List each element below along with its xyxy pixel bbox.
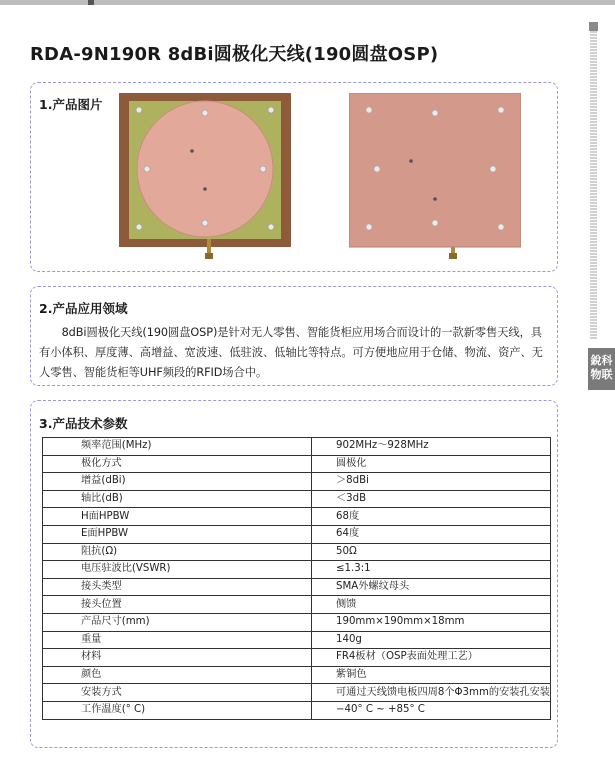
spec-key: 接头位置 [43, 596, 312, 614]
section-images-heading: 1.产品图片 [39, 97, 103, 112]
section-specs [30, 400, 558, 748]
section-application-heading: 2.产品应用领域 [39, 301, 128, 316]
top-bar-accent [88, 0, 94, 5]
spec-row [43, 543, 551, 561]
spec-key: 安装方式 [43, 684, 312, 702]
section-product-images [30, 82, 558, 272]
spec-key: 产品尺寸(mm) [43, 613, 312, 631]
spec-value: FR4板材（OSP表面处理工艺） [311, 649, 550, 667]
antenna-front-photo [119, 93, 291, 265]
section-specs-heading: 3.产品技术参数 [39, 416, 128, 431]
brand-line-1: 銳科 [590, 354, 613, 367]
side-decor-bar [590, 22, 597, 340]
spec-value: 圆极化 [311, 455, 550, 473]
spec-key: H面HPBW [43, 508, 312, 526]
spec-row [43, 701, 551, 719]
spec-key: 接头类型 [43, 578, 312, 596]
page-title: RDA-9N190R 8dBi圆极化天线(190圆盘OSP) [30, 44, 439, 65]
spec-key: 重量 [43, 631, 312, 649]
spec-value: 190mm×190mm×18mm [311, 613, 550, 631]
spec-value: 68度 [311, 508, 550, 526]
spec-value: 紫铜色 [311, 666, 550, 684]
spec-key: E面HPBW [43, 525, 312, 543]
spec-row [43, 684, 551, 702]
spec-key: 工作温度(° C) [43, 701, 312, 719]
spec-value: −40° C ~ +85° C [311, 701, 550, 719]
spec-value: SMA外螺纹母头 [311, 578, 550, 596]
spec-row [43, 631, 551, 649]
spec-row [43, 438, 551, 456]
spec-value: 140g [311, 631, 550, 649]
spec-key: 电压驻波比(VSWR) [43, 561, 312, 579]
spec-row [43, 578, 551, 596]
spec-value: ＞8dBi [311, 473, 550, 491]
spec-value: 侧馈 [311, 596, 550, 614]
spec-row [43, 508, 551, 526]
spec-table [42, 437, 551, 720]
spec-key: 轴比(dB) [43, 490, 312, 508]
spec-key: 颜色 [43, 666, 312, 684]
brand-line-2: 物联 [590, 368, 613, 381]
spec-row [43, 666, 551, 684]
spec-key: 频率范围(MHz) [43, 438, 312, 456]
spec-row [43, 596, 551, 614]
spec-key: 增益(dBi) [43, 473, 312, 491]
antenna-back-photo [349, 93, 521, 265]
spec-value: 50Ω [311, 543, 550, 561]
spec-row [43, 561, 551, 579]
spec-key: 极化方式 [43, 455, 312, 473]
spec-row [43, 525, 551, 543]
spec-row [43, 455, 551, 473]
spec-key: 材料 [43, 649, 312, 667]
spec-value: ＜3dB [311, 490, 550, 508]
section-application [30, 286, 558, 386]
side-decor-cap [589, 22, 598, 31]
brand-logo [588, 348, 615, 390]
spec-row [43, 613, 551, 631]
spec-value: 902MHz～928MHz [311, 438, 550, 456]
spec-row [43, 490, 551, 508]
spec-value: 可通过天线馈电板四周8个Φ3mm的安装孔安装 [311, 684, 550, 702]
spec-key: 阻抗(Ω) [43, 543, 312, 561]
application-description: 8dBi圆极化天线(190圆盘OSP)是针对无人零售、智能货柜应用场合而设计的一款新零售天线，具有小体积、厚度薄、高增益、宽波速、低驻波、低轴比等特点。可方便地应用于仓储、物流、资产、无人零售、智能货柜等UHF频段的RFID场合中。 [39, 326, 543, 379]
spec-value: ≤1.3:1 [311, 561, 550, 579]
spec-row [43, 473, 551, 491]
spec-value: 64度 [311, 525, 550, 543]
spec-row [43, 649, 551, 667]
